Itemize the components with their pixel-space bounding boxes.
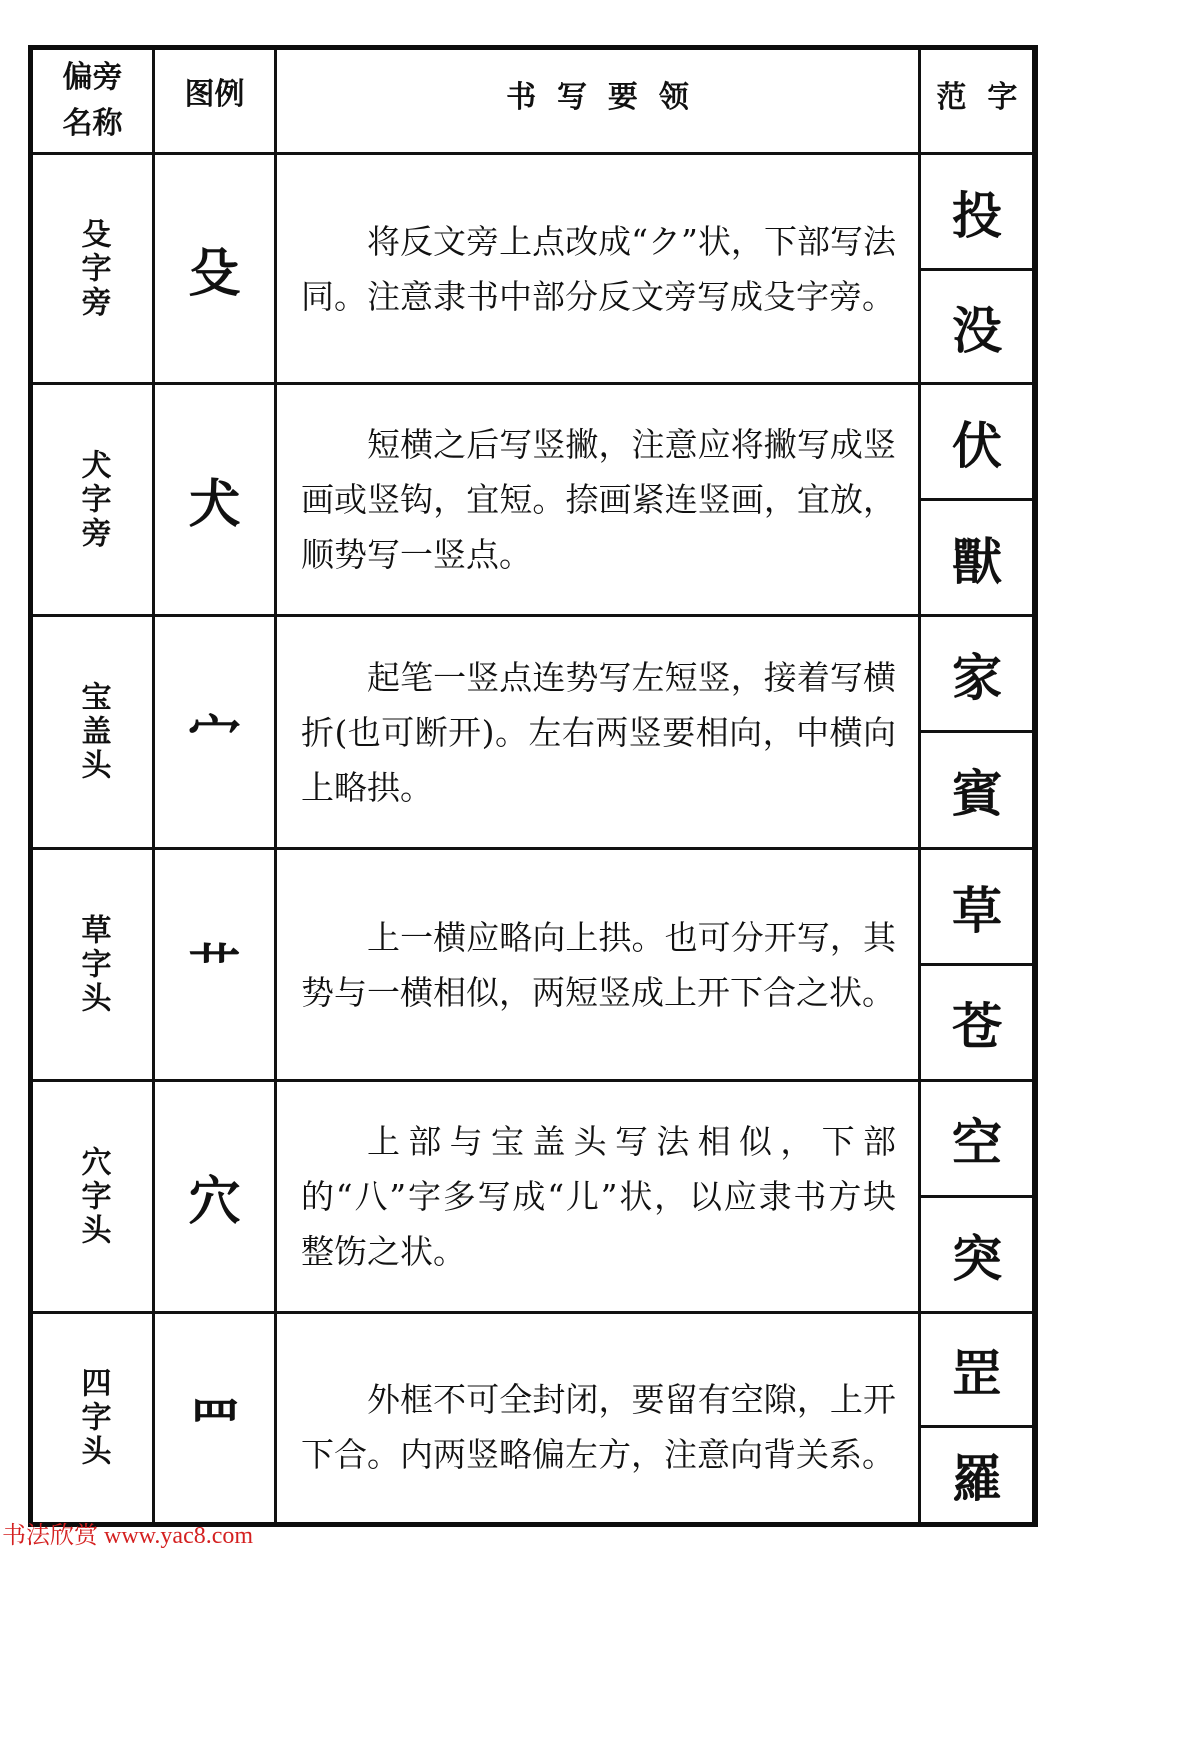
sample-character: 家: [952, 647, 1002, 707]
header-radical-name: [33, 50, 152, 152]
radical-table: [28, 45, 1038, 1527]
sample-character: 投: [952, 185, 1002, 245]
sample-character: 突: [952, 1228, 1002, 1288]
header-sample-characters: 范 字: [936, 79, 1018, 115]
sample-character: 賓: [952, 764, 1002, 823]
radical-name: 殳字旁: [75, 217, 111, 320]
writing-guide: [277, 850, 918, 1079]
writing-guide: [277, 385, 918, 614]
sample-character: 羅: [952, 1449, 1002, 1508]
sample-character: 空: [952, 1112, 1002, 1172]
radical-example-glyph: 艹: [188, 939, 241, 1000]
writing-guide-text: 外框不可全封闭，要留有空隙，上开下合。内两竖略偏左方，注意向背关系。: [301, 1379, 896, 1474]
radical-example-glyph: 犬: [188, 474, 241, 535]
radical-name: 四字头: [75, 1367, 111, 1469]
radical-example-glyph: 罒: [188, 1392, 241, 1454]
writing-guide-text: 短横之后写竖撇，注意应将撇写成竖画或竖钩，宜短。捺画紧连竖画，宜放，顺势写一竖点。: [301, 425, 896, 574]
sample-character: 罡: [952, 1343, 1002, 1403]
radical-example-glyph: 穴: [188, 1171, 241, 1232]
writing-guide: [277, 1082, 918, 1311]
sample-character: 苍: [952, 996, 1002, 1056]
writing-guide-text: 上一横应略向上拱。也可分开写，其势与一横相似，两短竖成上开下合之状。: [301, 917, 896, 1012]
radical-name: 犬字旁: [75, 448, 111, 551]
writing-guide-text: 上部与宝盖头写法相似，下部的“八”字多写成“儿”状，以应隶书方块整饬之状。: [301, 1122, 896, 1271]
radical-name: 草字头: [75, 913, 111, 1016]
radical-name: 宝盖头: [75, 681, 111, 783]
writing-guide: [277, 617, 918, 847]
header-radical-name-line2: 名称: [62, 106, 123, 141]
radical-name: 穴字头: [75, 1145, 111, 1248]
watermark: 书法欣赏 www.yac8.com: [2, 1523, 254, 1549]
sample-character: 草: [952, 880, 1002, 940]
sample-character: 没: [952, 300, 1002, 360]
writing-guide-text: 将反文旁上点改成“ク”状，下部写法同。注意隶书中部分反文旁写成殳字旁。: [301, 221, 896, 316]
writing-guide-text: 起笔一竖点连势写左短竖，接着写横折(也可断开)。左右两竖要相向，中横向上略拱。: [301, 657, 896, 807]
sample-character: 伏: [952, 415, 1002, 475]
header-radical-name-line1: 偏旁: [62, 60, 123, 95]
sample-character: 獸: [952, 531, 1002, 591]
writing-guide: [277, 1314, 918, 1539]
writing-guide: [277, 155, 918, 382]
radical-example-glyph: 殳: [188, 243, 241, 304]
radical-example-glyph: 宀: [188, 706, 241, 768]
header-example: 图例: [184, 77, 245, 112]
header-writing-guide: 书 写 要 领: [506, 79, 689, 115]
